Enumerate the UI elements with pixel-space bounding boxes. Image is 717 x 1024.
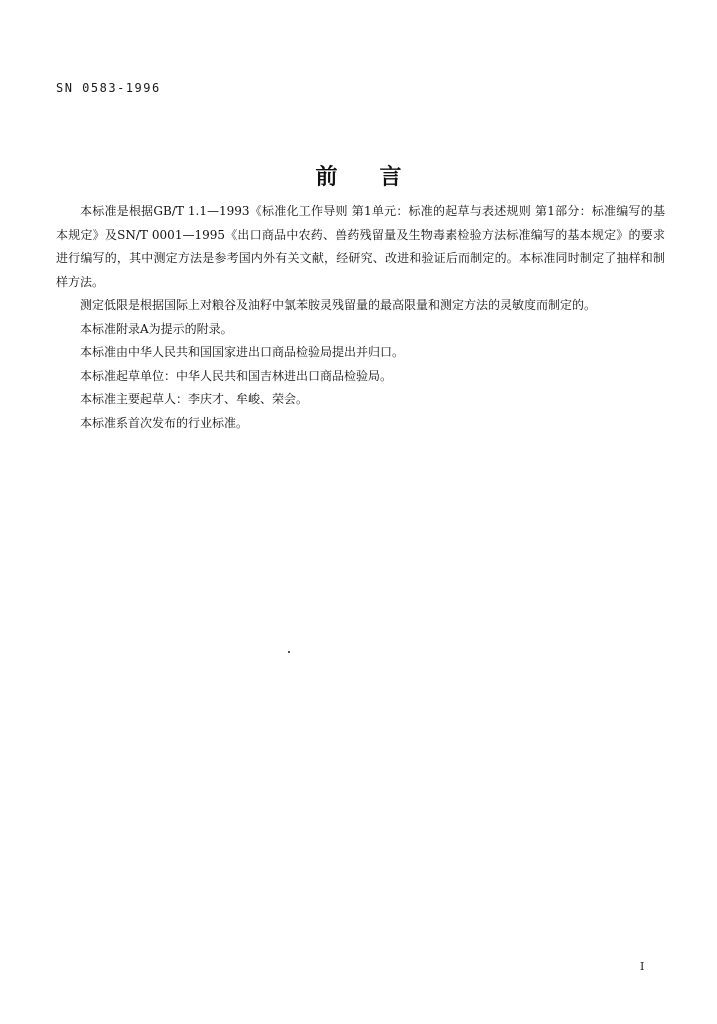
paragraph-drafting-unit: 本标准起草单位：中华人民共和国吉林进出口商品检验局。 — [80, 368, 393, 383]
paragraph-basis: 本标准是根据GB/T 1.1—1993《标准化工作导则 第1单元：标准的起草与表述规则 第1部分：标准编写的基本规定》及SN/T 0001—1995《出口商品中农药、兽药残留量及生物毒素检验方法标准编写的基本规定》的要求进行编写的，其中测定方法是参考国内外有关文献，经研究、改进和验证后而制定的。本标准同时制定了抽样和制样方法。 — [56, 204, 665, 289]
title-char-2: 言 — [379, 164, 402, 190]
page-title — [0, 160, 717, 191]
title-char-1: 前 — [315, 164, 338, 190]
foreword-body — [56, 200, 665, 435]
standard-code-header: SN 0583-1996 — [56, 81, 161, 95]
scan-speck — [288, 651, 290, 653]
paragraph-first-release: 本标准系首次发布的行业标准。 — [80, 415, 249, 430]
paragraph-detection-limit: 测定低限是根据国际上对粮谷及油籽中氯苯胺灵残留量的最高限量和测定方法的灵敏度而制定的。 — [80, 298, 597, 312]
paragraph-drafters: 本标准主要起草人：李庆才、牟峻、荣会。 — [80, 392, 309, 406]
paragraph-proposer: 本标准由中华人民共和国国家进出口商品检验局提出并归口。 — [80, 345, 405, 359]
page-number: I — [640, 960, 645, 973]
paragraph-appendix: 本标准附录A为提示的附录。 — [80, 321, 233, 336]
